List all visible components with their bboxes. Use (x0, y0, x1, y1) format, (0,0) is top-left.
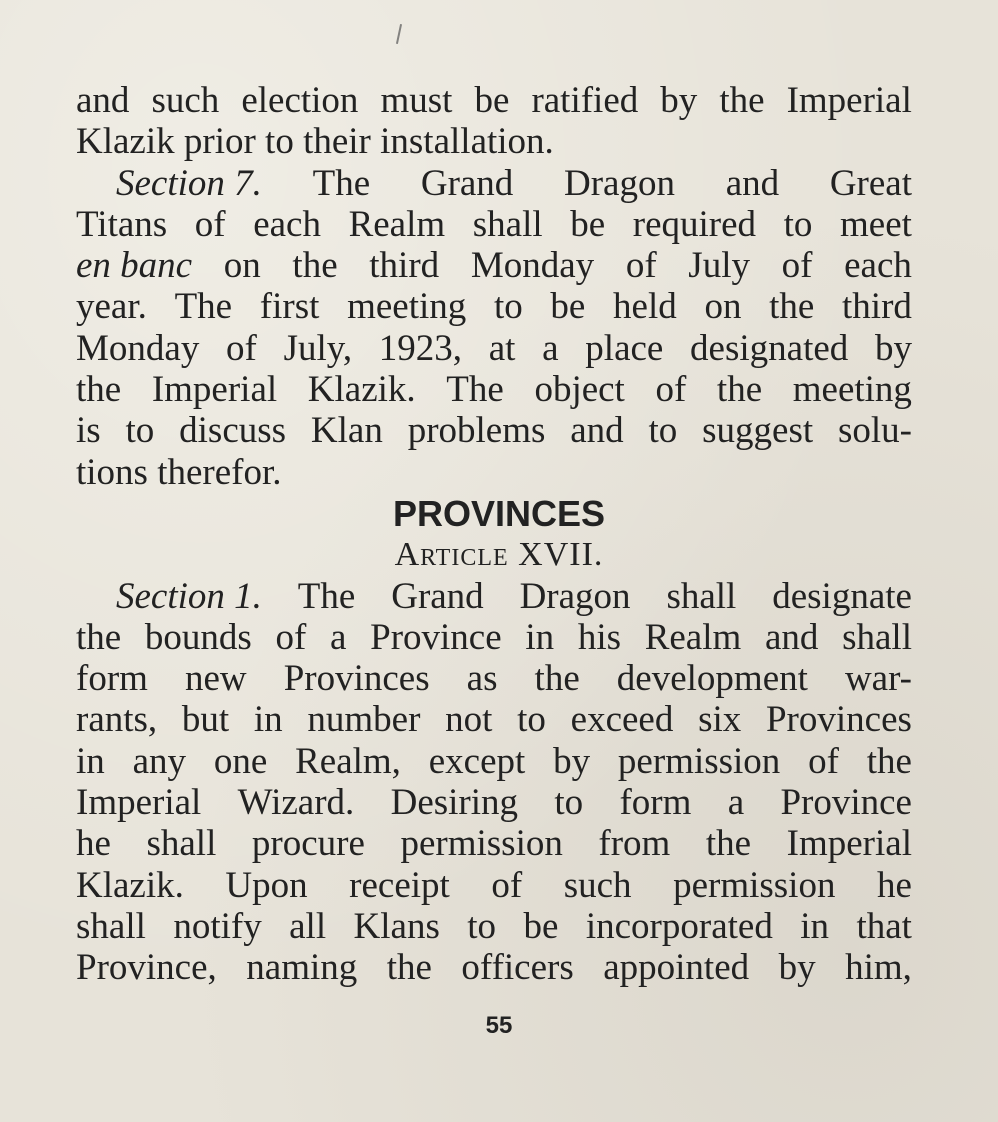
text-line (76, 782, 912, 823)
en-banc-italic: en banc (76, 245, 193, 287)
section-heading: PROVINCES (392, 492, 606, 534)
word: each (844, 245, 912, 287)
text-line: tions therefor. (76, 451, 282, 493)
word: one (213, 740, 268, 782)
word: not (445, 699, 493, 741)
word: the (716, 369, 763, 411)
word: of (808, 740, 839, 782)
word: except (428, 740, 526, 782)
word: to (783, 203, 813, 245)
text-line (76, 947, 912, 988)
section-1-label: Section 1. (116, 575, 262, 617)
word: to (125, 410, 155, 452)
word: of (655, 369, 687, 411)
word: The (312, 162, 371, 204)
word: the (386, 947, 432, 989)
word: third (842, 286, 912, 328)
word: he (877, 864, 912, 906)
word: to (648, 410, 678, 452)
word: place (585, 327, 664, 369)
word: object (534, 369, 625, 411)
word: Province, (76, 947, 217, 989)
word: be (570, 203, 606, 245)
word: by (778, 947, 816, 989)
word: on (704, 286, 742, 328)
word: permission (617, 740, 781, 782)
word: permission (400, 823, 563, 865)
text-line (76, 369, 912, 410)
word: in (253, 699, 283, 741)
word: exceed (570, 699, 674, 741)
word: election (241, 80, 359, 121)
word: held (613, 286, 677, 328)
word: designated (690, 327, 849, 369)
word: Monday (470, 245, 595, 287)
word: permission (673, 864, 836, 906)
word: Realm (644, 616, 742, 658)
word: the (292, 245, 338, 287)
word: Dragon (519, 575, 631, 617)
text-line (76, 328, 912, 369)
text-line (76, 906, 912, 947)
text-line (76, 245, 912, 286)
section-1-first-line (76, 576, 912, 617)
page-number: 55 (485, 1012, 513, 1039)
word: and (76, 80, 130, 121)
word: designate (772, 575, 912, 617)
text-line (76, 823, 912, 864)
word: all (289, 905, 327, 947)
word: his (577, 616, 621, 658)
word: a (727, 782, 745, 824)
word: first (259, 286, 320, 328)
word: procure (251, 823, 365, 865)
word: in (800, 905, 830, 947)
word: Dragon (564, 162, 675, 204)
word: of (625, 245, 657, 287)
word: suggest (702, 410, 814, 452)
text-line (76, 617, 912, 658)
word: in (76, 740, 105, 782)
article-title: Article XVII. (394, 536, 604, 574)
word: Great (829, 162, 912, 204)
word: must (380, 80, 453, 121)
word: Imperial (786, 80, 912, 121)
word: meeting (792, 369, 912, 411)
word: is (76, 410, 101, 452)
word: and (725, 162, 780, 204)
word: from (598, 823, 671, 865)
text-line (76, 865, 912, 906)
text-line (76, 204, 912, 245)
word: naming (246, 947, 358, 989)
word: Desiring (390, 782, 519, 824)
word: Klazik. (76, 864, 184, 906)
word: the (866, 740, 912, 782)
word: meeting (347, 286, 467, 328)
word: him, (845, 947, 912, 989)
word: that (856, 905, 912, 947)
word: of (226, 327, 257, 369)
word: Klans (353, 905, 440, 947)
word: problems (407, 410, 546, 452)
word: to (467, 905, 497, 947)
word: Imperial (786, 823, 912, 865)
text-line (76, 286, 912, 327)
word: each (253, 203, 321, 245)
word: of (781, 245, 813, 287)
text-line (76, 410, 912, 451)
word: bounds (144, 616, 252, 658)
section-7-label: Section 7. (116, 162, 262, 204)
word: to (554, 782, 584, 824)
word: form (619, 782, 692, 824)
word: of (491, 864, 523, 906)
text-line (76, 741, 912, 782)
word: third (369, 245, 440, 287)
word: required (632, 203, 757, 245)
word: form (76, 658, 148, 700)
word: Province (780, 782, 912, 824)
word: meet (840, 203, 912, 245)
word: on (223, 245, 261, 287)
word: new (184, 658, 247, 700)
word: Realm, (295, 740, 401, 782)
word: six (698, 699, 742, 741)
text-line (76, 80, 912, 121)
word: the (534, 658, 580, 700)
word: year. (76, 286, 147, 328)
word: be (523, 905, 559, 947)
word: development (616, 658, 808, 700)
word: a (330, 616, 347, 658)
word: by (660, 80, 698, 121)
word: discuss (179, 410, 287, 452)
word: to (493, 286, 523, 328)
word: Wizard. (237, 782, 355, 824)
word: The (446, 369, 504, 411)
word: The (297, 575, 356, 617)
word: of (194, 203, 226, 245)
word: to (517, 699, 546, 741)
word: officers (461, 947, 574, 989)
word: Monday (76, 327, 200, 369)
word: shall (146, 823, 217, 865)
word: war- (844, 658, 912, 700)
word: the (705, 823, 752, 865)
word: of (275, 616, 307, 658)
word: the (769, 286, 815, 328)
word: be (474, 80, 510, 121)
word: the (76, 369, 122, 411)
word: 1923, (378, 327, 463, 369)
word: receipt (349, 864, 450, 906)
word: but (181, 699, 230, 741)
word: Klazik. (307, 369, 416, 411)
word: and (570, 410, 624, 452)
word: a (542, 327, 559, 369)
word: such (563, 864, 632, 906)
text-line (76, 658, 912, 699)
word: shall (842, 616, 912, 658)
word: number (307, 699, 421, 741)
word: by (553, 740, 591, 782)
word: such (151, 80, 220, 121)
pencil-mark (396, 24, 402, 44)
word: Province (370, 616, 502, 658)
word: shall (472, 203, 543, 245)
word: be (550, 286, 586, 328)
word: July, (283, 327, 353, 369)
word: shall (76, 905, 146, 947)
word: rants, (76, 699, 158, 741)
word: notify (173, 905, 262, 947)
word: Provinces (765, 699, 912, 741)
word: as (466, 658, 498, 700)
word: shall (666, 575, 737, 617)
word: Grand (420, 162, 514, 204)
section-7-first-line (76, 163, 912, 204)
word: and (764, 616, 819, 658)
text-line: Klazik prior to their installation. (76, 121, 554, 163)
body-text (76, 80, 912, 989)
word: by (874, 327, 912, 369)
word: the (76, 616, 122, 658)
word: July (688, 245, 750, 287)
word: Grand (391, 575, 484, 617)
word: Klan (310, 410, 383, 452)
word: Imperial (76, 782, 202, 824)
text-line (76, 699, 912, 740)
word: the (719, 80, 765, 121)
word: The (174, 286, 233, 328)
word: at (488, 327, 516, 369)
word: in (525, 616, 555, 658)
word: Titans (76, 203, 168, 245)
word: ratified (531, 80, 639, 121)
word: Provinces (283, 658, 430, 700)
word: Imperial (151, 369, 278, 411)
word: solu- (837, 410, 912, 452)
word: Realm (348, 203, 446, 245)
word: Upon (225, 864, 308, 906)
word: any (132, 740, 187, 782)
word: appointed (603, 947, 750, 989)
word: incorporated (585, 905, 773, 947)
word: he (76, 823, 111, 865)
